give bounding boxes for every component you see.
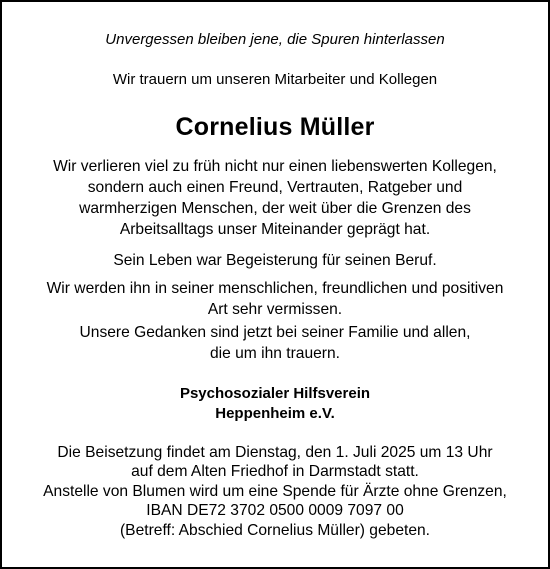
passion-paragraph xyxy=(2,250,548,271)
tribute-paragraph xyxy=(2,156,548,240)
iban-line: IBAN DE72 3702 0500 0009 7097 00 xyxy=(146,502,404,520)
tribute-line: Wir verlieren viel zu früh nicht nur einen liebenswerten Kollegen, xyxy=(53,158,497,175)
organization-signature xyxy=(2,384,548,424)
thoughts-paragraph xyxy=(2,322,548,364)
funeral-line: auf dem Alten Friedhof in Darmstadt statt. xyxy=(131,463,419,481)
missing-paragraph xyxy=(2,278,548,320)
motto: Unvergessen bleiben jene, die Spuren hinterlassen xyxy=(105,31,445,48)
tribute-line: Arbeitsalltags unser Miteinander geprägt hat. xyxy=(119,221,431,238)
organization-name: Psychosozialer Hilfsverein xyxy=(179,385,371,402)
deceased-name: Cornelius Müller xyxy=(175,113,375,141)
thoughts-line: die um ihn trauern. xyxy=(209,345,341,362)
tribute-line: warmherzigen Menschen, der weit über die Grenzen des xyxy=(79,200,471,217)
intro-line: Wir trauern um unseren Mitarbeiter und Kollegen xyxy=(112,71,438,88)
funeral-line: Die Beisetzung findet am Dienstag, den 1. Juli 2025 um 13 Uhr xyxy=(57,444,493,461)
missing-line: Art sehr vermissen. xyxy=(207,301,343,318)
tribute-line: sondern auch einen Freund, Vertrauten, Ratgeber und xyxy=(87,179,463,196)
donation-line: Anstelle von Blumen wird um eine Spende für Ärzte ohne Grenzen, xyxy=(43,482,507,500)
passion-line: Sein Leben war Begeisterung für seinen Beruf. xyxy=(113,252,437,269)
reference-line: (Betreff: Abschied Cornelius Müller) gebeten. xyxy=(119,521,431,539)
organization-location: Heppenheim e.V. xyxy=(215,405,335,422)
missing-line: Wir werden ihn in seiner menschlichen, freundlichen und positiven xyxy=(46,280,504,297)
funeral-details xyxy=(2,443,548,540)
thoughts-line: Unsere Gedanken sind jetzt bei seiner Familie und allen, xyxy=(79,324,471,341)
